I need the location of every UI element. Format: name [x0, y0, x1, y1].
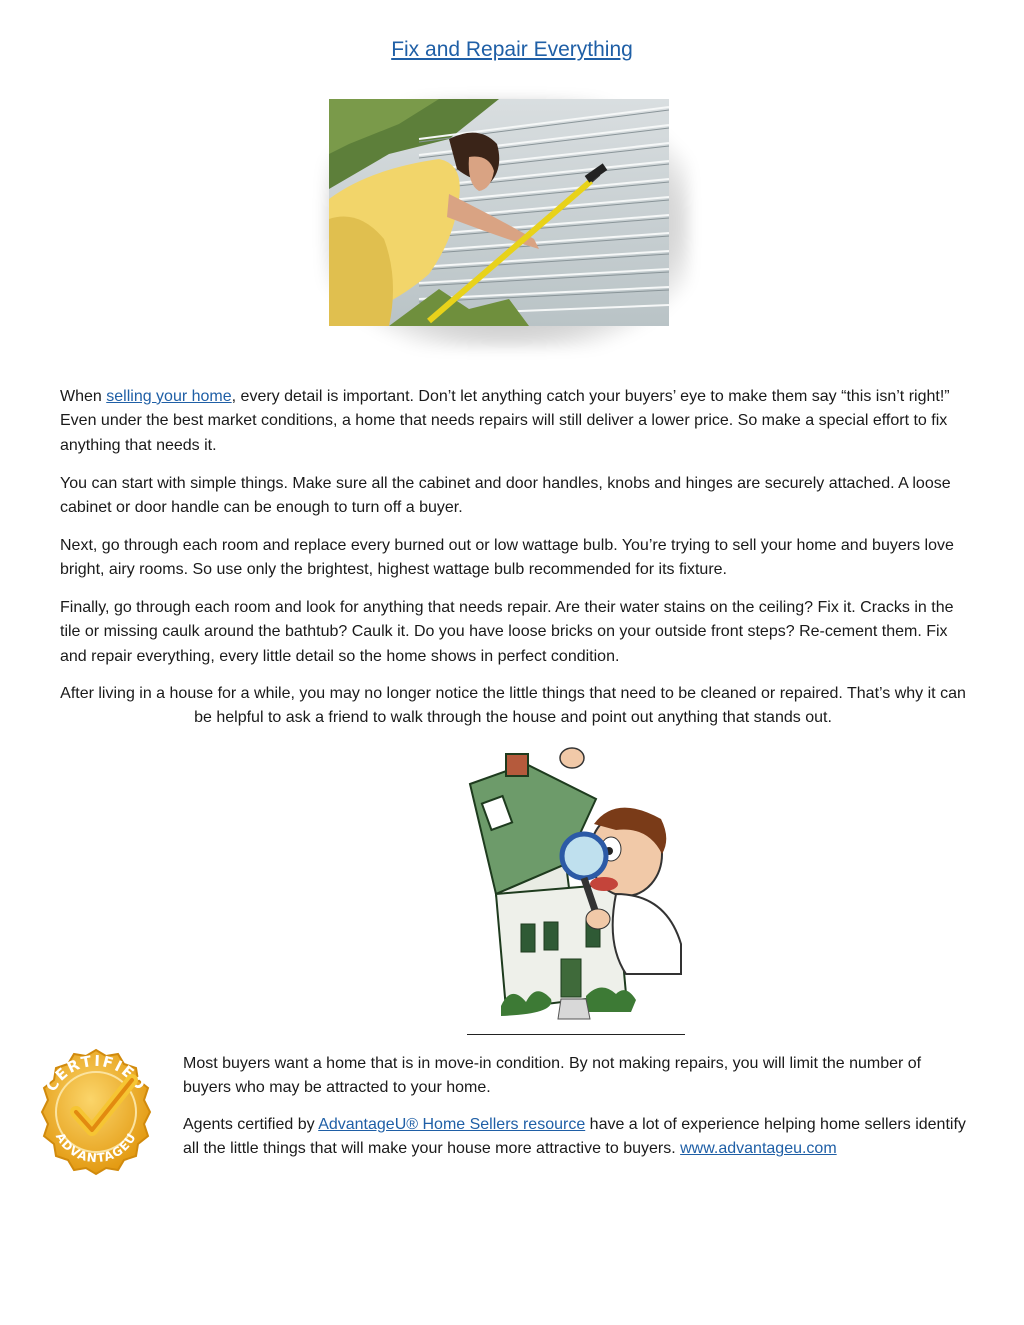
paragraph-friend: After living in a house for a while, you may no longer notice the little things that need to be cleaned or repaired. That’s why it can be helpful to ask a friend to walk through the house and point out anything that stands out.: [60, 685, 966, 727]
paragraph-bulbs: Next, go through each room and replace every burned out or low wattage bulb. You’re trying to sell your home and buyers love bright, airy rooms. So use only the brightest, highest wattage bulb recommended for its fixture.: [60, 537, 954, 579]
selling-your-home-link[interactable]: selling your home: [106, 388, 232, 405]
intro-prefix: When: [60, 388, 107, 405]
badge-bottom-text: ADVANTAGEU: [52, 1130, 140, 1166]
paragraph-repairs: Finally, go through each room and look for anything that needs repair. Are their water stains on the ceiling? Fix it. Cracks in the tile or missing caulk around the bathtub? Caulk it. Do you have loose bricks on your outside front steps? Re-cement them. Fix and repair everything, every little detail so the home shows in perfect condition.: [60, 599, 954, 665]
paragraph-agents: [183, 1113, 973, 1162]
page-title[interactable]: Fix and Repair Everything: [391, 38, 633, 61]
photo-image: [329, 99, 669, 326]
agents-prefix: Agents certified by: [183, 1116, 319, 1133]
paragraph-intro: [60, 385, 966, 458]
advantageu-resource-link[interactable]: AdvantageU® Home Sellers resource: [318, 1116, 586, 1133]
house-painting-photo: [318, 90, 698, 352]
paragraph-simple-things: You can start with simple things. Make sure all the cabinet and door handles, knobs and hinges are securely attached. A loose cabinet or door handle can be enough to turn off a buyer.: [60, 475, 951, 517]
advantageu-website-link[interactable]: www.advantageu.com: [680, 1140, 837, 1158]
badge-top-text: CERTIFIED: [42, 1051, 150, 1095]
intro-suffix: , every detail is important. Don’t let anything catch your buyers’ eye to make them say “this isn’t right!” Even under the best market conditions, a home that needs repairs will still deliver a lower price. So make a special effort to fix anything that needs it.: [60, 388, 950, 454]
paragraph-move-in: Most buyers want a home that is in move-in condition. By not making repairs, you will limit the number of buyers who may be attracted to your home.: [183, 1055, 922, 1097]
house-inspector-cartoon: [466, 744, 686, 1024]
certified-advantageu-badge: [28, 1046, 168, 1176]
agents-middle: have a lot of experience helping home sellers identify all the little things that will make your house more attractive to buyers.: [183, 1116, 966, 1158]
cartoon-divider: [467, 1034, 685, 1035]
